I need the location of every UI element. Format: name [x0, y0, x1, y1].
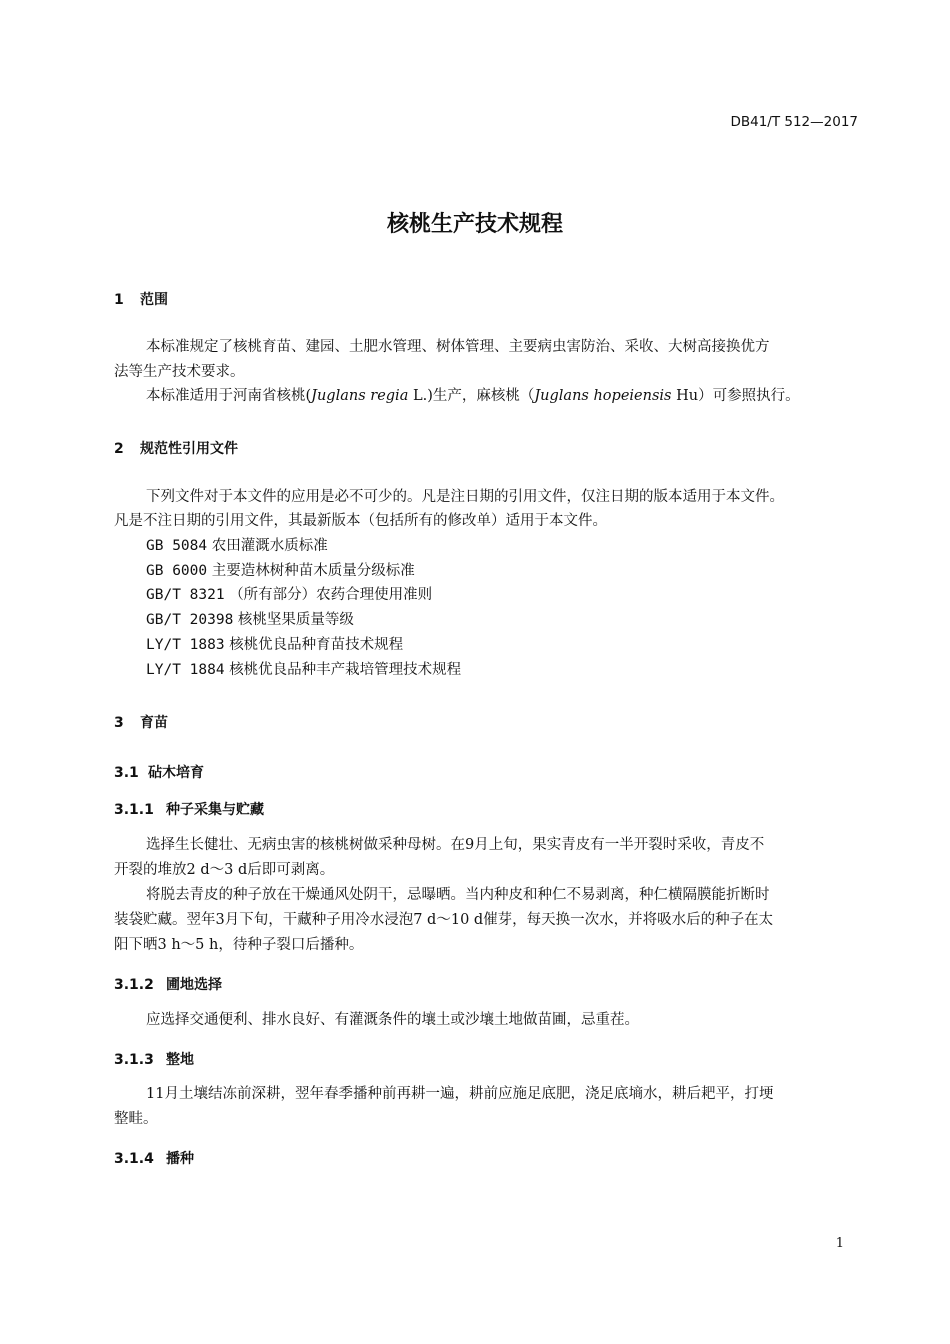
section-title: 整地: [166, 1052, 194, 1068]
subsection-3-1-heading: [114, 762, 204, 782]
section-3-heading: [114, 712, 168, 732]
paragraph-line: 选择生长健壮、无病虫害的核桃树做采种母树。在9月上旬，果实青皮有一半开裂时采收，青皮不: [146, 837, 765, 853]
section-number: 3: [114, 715, 124, 731]
section-number: 3.1.1: [114, 802, 154, 818]
section-2-heading: [114, 438, 238, 458]
section-title: 育苗: [140, 715, 168, 731]
paragraph-line: 装袋贮藏。翌年3月下旬，干藏种子用冷水浸泡7 d～10 d催芽，每天换一次水，并将吸水后的种子在太: [114, 912, 774, 928]
section-number: 3.1.2: [114, 977, 154, 993]
section-number: 2: [114, 441, 124, 457]
subsection-3-1-1-heading: [114, 799, 264, 819]
reference-item: LY/T 1884 核桃优良品种丰产栽培管理技术规程: [146, 662, 462, 678]
section-number: 3.1.3: [114, 1052, 154, 1068]
paragraph-line: 开裂的堆放2 d～3 d后即可剥离。: [114, 862, 335, 878]
document-title: 核桃生产技术规程: [386, 212, 563, 237]
page-number: 1: [835, 1236, 844, 1251]
standard-code: DB41/T 512—2017: [730, 114, 858, 130]
section-title: 规范性引用文件: [140, 441, 238, 457]
reference-item: LY/T 1883 核桃优良品种育苗技术规程: [146, 637, 404, 653]
reference-item: GB/T 20398 核桃坚果质量等级: [146, 612, 354, 628]
section-number: 3.1.4: [114, 1151, 154, 1167]
reference-item: GB/T 8321 （所有部分）农药合理使用准则: [146, 587, 433, 603]
paragraph-line: 阳下晒3 h～5 h，待种子裂口后播种。: [114, 937, 364, 953]
paragraph-line: 本标准规定了核桃育苗、建园、土肥水管理、树体管理、主要病虫害防治、采收、大树高接换优方: [146, 339, 770, 355]
latin-name: Juglans regia: [311, 388, 409, 404]
latin-name: Juglans hopeiensis: [534, 388, 672, 404]
paragraph-scope: 本标准适用于河南省核桃(Juglans regia L.)生产，麻核桃（Juglans hopeiensis Hu）可参照执行。: [146, 388, 800, 404]
subsection-3-1-3-heading: [114, 1049, 194, 1069]
paragraph-line: 凡是不注日期的引用文件，其最新版本（包括所有的修改单）适用于本文件。: [114, 513, 607, 529]
subsection-3-1-2-heading: [114, 974, 222, 994]
paragraph-line: 下列文件对于本文件的应用是必不可少的。凡是注日期的引用文件，仅注日期的版本适用于本文件。: [146, 489, 784, 505]
section-number: 1: [114, 292, 124, 308]
section-title: 砧木培育: [148, 765, 204, 781]
reference-item: GB 5084 农田灌溉水质标准: [146, 538, 328, 554]
paragraph-line: 法等生产技术要求。: [114, 364, 245, 380]
section-title: 范围: [140, 292, 168, 308]
reference-item: GB 6000 主要造林树种苗木质量分级标准: [146, 563, 415, 579]
paragraph-line: 整畦。: [114, 1111, 158, 1127]
section-title: 种子采集与贮藏: [166, 802, 264, 818]
section-title: 播种: [166, 1151, 194, 1167]
subsection-3-1-4-heading: [114, 1148, 194, 1168]
paragraph-line: 将脱去青皮的种子放在干燥通风处阴干，忌曝晒。当内种皮和种仁不易剥离，种仁横隔膜能折断时: [146, 887, 770, 903]
section-number: 3.1: [114, 765, 139, 781]
paragraph-line: 11月土壤结冻前深耕，翌年春季播种前再耕一遍，耕前应施足底肥，浇足底墒水，耕后耙平，打埂: [146, 1086, 774, 1102]
paragraph-line: 应选择交通便利、排水良好、有灌溉条件的壤土或沙壤土地做苗圃，忌重茬。: [146, 1012, 639, 1028]
section-1-heading: [114, 289, 168, 309]
section-title: 圃地选择: [166, 977, 222, 993]
